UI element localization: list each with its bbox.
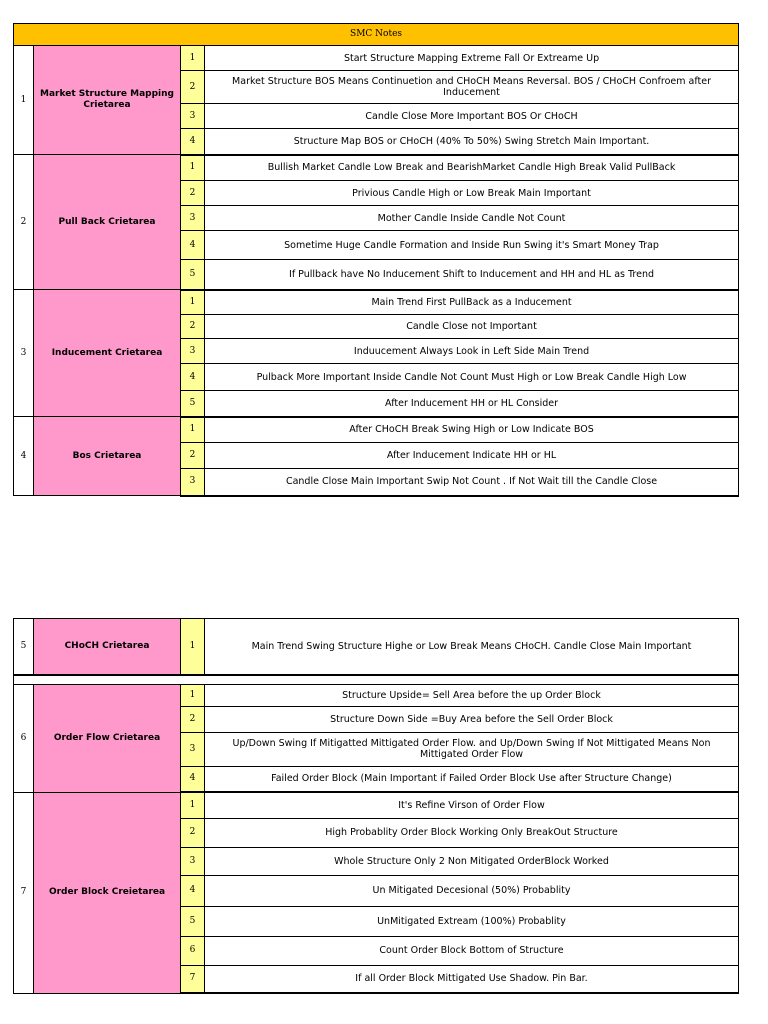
item-text: High Probablity Order Block Working Only BreakOut Structure bbox=[205, 818, 739, 847]
item-text: Candle Close Main Important Swip Not Count . If Not Wait till the Candle Close bbox=[205, 469, 739, 496]
item-number: 3 bbox=[181, 104, 205, 129]
item-number: 1 bbox=[181, 619, 205, 675]
item-text: Structure Upside= Sell Area before the up Order Block bbox=[205, 684, 739, 706]
section-number: 4 bbox=[14, 417, 34, 496]
item-number: 5 bbox=[181, 260, 205, 290]
table-row bbox=[14, 290, 739, 315]
item-text: Start Structure Mapping Extreme Fall Or Extreame Up bbox=[205, 46, 739, 71]
item-number: 2 bbox=[181, 818, 205, 847]
item-text: Bullish Market Candle Low Break and BearishMarket Candle High Break Valid PullBack bbox=[205, 155, 739, 181]
item-number: 4 bbox=[181, 766, 205, 792]
item-number: 1 bbox=[181, 155, 205, 181]
item-text: Pulback More Important Inside Candle Not Count Must High or Low Break Candle High Low bbox=[205, 364, 739, 391]
spacer-cell bbox=[14, 675, 739, 685]
item-text: Structure Map BOS or CHoCH (40% To 50%) Swing Stretch Main Important. bbox=[205, 129, 739, 155]
item-number: 4 bbox=[181, 875, 205, 906]
section-number: 6 bbox=[14, 684, 34, 792]
section-number: 2 bbox=[14, 155, 34, 290]
item-number: 4 bbox=[181, 231, 205, 260]
item-text: After Inducement HH or HL Consider bbox=[205, 391, 739, 417]
item-number: 6 bbox=[181, 936, 205, 965]
item-text: It's Refine Virson of Order Flow bbox=[205, 792, 739, 818]
item-text: Count Order Block Bottom of Structure bbox=[205, 936, 739, 965]
item-text: UnMitigated Extream (100%) Probablity bbox=[205, 906, 739, 936]
item-number: 1 bbox=[181, 417, 205, 443]
item-number: 5 bbox=[181, 906, 205, 936]
section-category: Market Structure Mapping Crietarea bbox=[34, 46, 181, 155]
item-number: 3 bbox=[181, 847, 205, 875]
spacer-row bbox=[14, 675, 739, 685]
section-category: Order Flow Crietarea bbox=[34, 684, 181, 792]
item-text: Whole Structure Only 2 Non Mitigated OrderBlock Worked bbox=[205, 847, 739, 875]
item-number: 7 bbox=[181, 965, 205, 993]
item-text: Candle Close not Important bbox=[205, 315, 739, 339]
item-number: 5 bbox=[181, 391, 205, 417]
table-row bbox=[14, 155, 739, 181]
item-text: Main Trend Swing Structure Highe or Low Break Means CHoCH. Candle Close Main Important bbox=[205, 619, 739, 675]
item-text: Up/Down Swing If Mitigatted Mittigated Order Flow. and Up/Down Swing If Not Mittigated Means Non Mittigated Order Flow bbox=[205, 732, 739, 766]
table-title: SMC Notes bbox=[14, 24, 739, 46]
table-row bbox=[14, 792, 739, 818]
item-text: Market Structure BOS Means Continuetion and CHoCH Means Reversal. BOS / CHoCH Confroem after Inducement bbox=[205, 71, 739, 104]
item-number: 2 bbox=[181, 706, 205, 732]
section-category: Inducement Crietarea bbox=[34, 290, 181, 417]
item-number: 3 bbox=[181, 206, 205, 231]
smc-notes-table-top bbox=[13, 23, 739, 497]
table-row bbox=[14, 46, 739, 71]
section-number: 7 bbox=[14, 792, 34, 993]
smc-notes-table-bottom bbox=[13, 618, 739, 994]
item-text: Mother Candle Inside Candle Not Count bbox=[205, 206, 739, 231]
section-number: 1 bbox=[14, 46, 34, 155]
item-text: Structure Down Side =Buy Area before the Sell Order Block bbox=[205, 706, 739, 732]
section-category: CHoCH Crietarea bbox=[34, 619, 181, 675]
item-number: 1 bbox=[181, 46, 205, 71]
item-text: If Pullback have No Inducement Shift to Inducement and HH and HL as Trend bbox=[205, 260, 739, 290]
item-text: If all Order Block Mittigated Use Shadow. Pin Bar. bbox=[205, 965, 739, 993]
item-text: After Inducement Indicate HH or HL bbox=[205, 443, 739, 469]
item-text: Induucement Always Look in Left Side Main Trend bbox=[205, 339, 739, 364]
item-number: 4 bbox=[181, 129, 205, 155]
item-number: 4 bbox=[181, 364, 205, 391]
item-text: Failed Order Block (Main Important if Failed Order Block Use after Structure Change) bbox=[205, 766, 739, 792]
item-text: Candle Close More Important BOS Or CHoCH bbox=[205, 104, 739, 129]
item-number: 2 bbox=[181, 71, 205, 104]
item-number: 2 bbox=[181, 181, 205, 206]
item-text: Un Mitigated Decesional (50%) Probablity bbox=[205, 875, 739, 906]
item-number: 1 bbox=[181, 684, 205, 706]
item-number: 2 bbox=[181, 315, 205, 339]
item-number: 3 bbox=[181, 469, 205, 496]
table-row bbox=[14, 684, 739, 706]
item-number: 1 bbox=[181, 290, 205, 315]
table-row bbox=[14, 619, 739, 675]
section-category: Order Block Creietarea bbox=[34, 792, 181, 993]
item-number: 3 bbox=[181, 339, 205, 364]
item-number: 2 bbox=[181, 443, 205, 469]
section-category: Pull Back Crietarea bbox=[34, 155, 181, 290]
section-category: Bos Crietarea bbox=[34, 417, 181, 496]
table-row bbox=[14, 417, 739, 443]
item-text: Privious Candle High or Low Break Main Important bbox=[205, 181, 739, 206]
item-number: 1 bbox=[181, 792, 205, 818]
section-number: 5 bbox=[14, 619, 34, 675]
item-text: Main Trend First PullBack as a Inducement bbox=[205, 290, 739, 315]
section-number: 3 bbox=[14, 290, 34, 417]
item-text: Sometime Huge Candle Formation and Inside Run Swing it's Smart Money Trap bbox=[205, 231, 739, 260]
item-text: After CHoCH Break Swing High or Low Indicate BOS bbox=[205, 417, 739, 443]
item-number: 3 bbox=[181, 732, 205, 766]
